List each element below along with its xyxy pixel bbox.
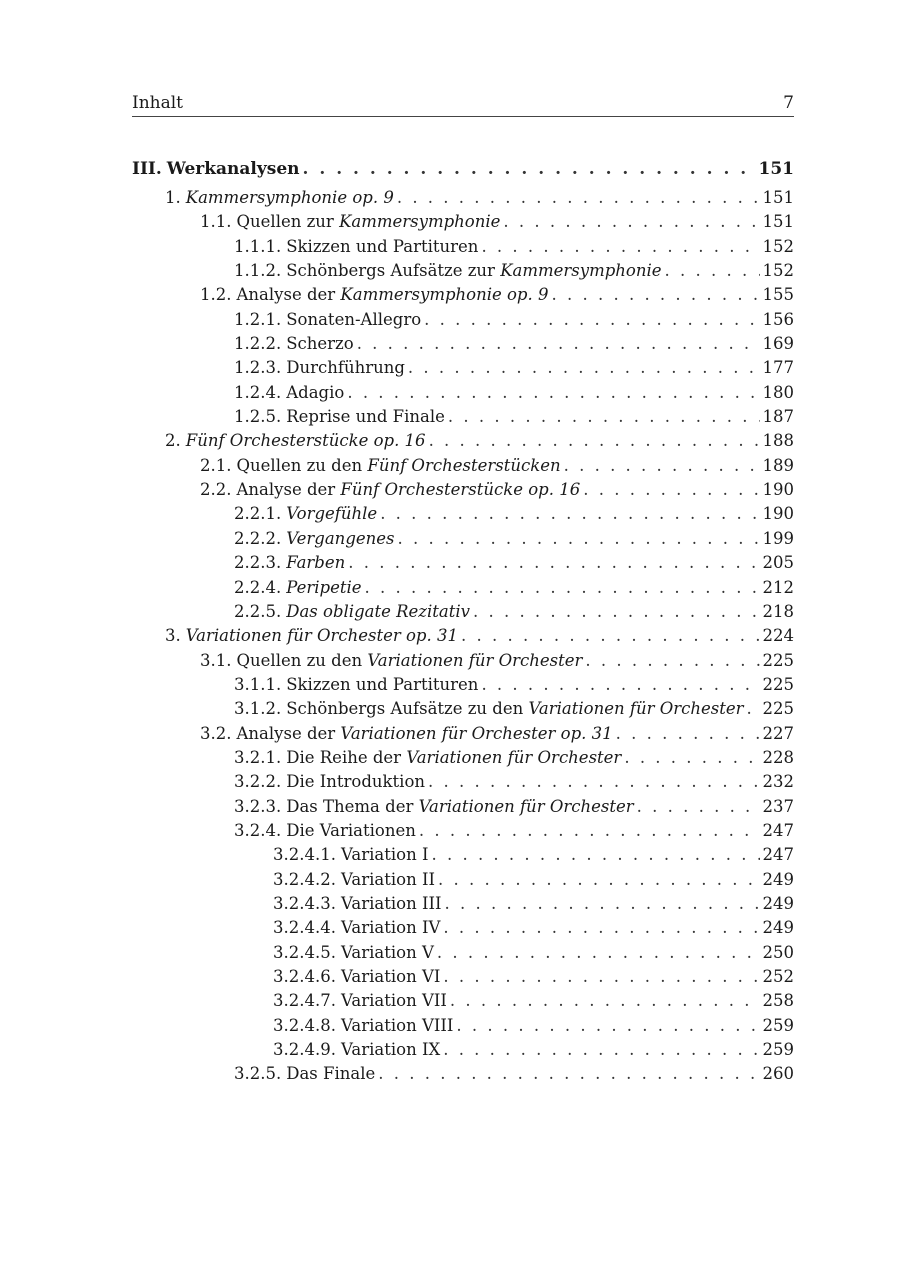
toc-title-text: Variation V (340, 942, 434, 962)
toc-leader-dots (437, 943, 760, 962)
toc-title-text: Variation IV (340, 918, 441, 938)
toc-entry-page: 151 (762, 212, 794, 232)
toc-title-italic: Vorgefühle (286, 504, 378, 524)
toc-entry-title (286, 578, 361, 597)
toc-entry[interactable] (132, 578, 794, 602)
toc-title-italic: Vergangenes (286, 528, 395, 548)
toc-title-italic: Variationen für Orchester op. 31 (185, 626, 458, 646)
toc-entry-title (167, 159, 300, 179)
toc-entry-page: 232 (762, 772, 794, 792)
toc-entry[interactable] (132, 237, 794, 261)
toc-entry-title (286, 675, 478, 694)
toc-entry-page: 212 (762, 577, 794, 597)
toc-title-italic: Variationen für Orchester (418, 796, 634, 816)
toc-entry-title (286, 821, 416, 840)
toc-title-text: Sonaten-Allegro (286, 309, 422, 329)
toc-entry-number: 2. (165, 431, 181, 451)
toc-entry-page: 225 (762, 650, 794, 670)
toc-entry-page: 205 (762, 553, 794, 573)
toc-entry[interactable] (132, 188, 794, 212)
toc-title-italic: Variationen für Orchester op. 31 (340, 723, 613, 743)
running-header (132, 92, 794, 117)
toc-leader-dots (428, 772, 759, 791)
toc-entry-page: 151 (758, 159, 794, 179)
toc-entry-page: 187 (762, 407, 794, 427)
toc-entry-title (237, 456, 561, 475)
toc-entry[interactable] (132, 797, 794, 821)
toc-entry-number: 1.2.3. (234, 358, 282, 378)
toc-title-italic: Kammersymphonie (339, 212, 501, 232)
toc-leader-dots (637, 797, 760, 816)
toc-entry-title (186, 188, 394, 207)
toc-title-text: Analyse der (236, 285, 341, 305)
toc-entry[interactable] (132, 1016, 794, 1040)
toc-entry-page: 188 (762, 431, 794, 451)
toc-entry-number: 3.2.2. (234, 772, 282, 792)
toc-entry-page: 247 (762, 820, 794, 840)
toc-entry-title (237, 724, 613, 743)
toc-entry-title (286, 310, 421, 329)
toc-title-text: Analyse der (236, 480, 341, 500)
toc-entry-title (286, 237, 478, 256)
toc-leader-dots (450, 991, 760, 1010)
toc-entry-title (286, 602, 470, 621)
toc-title-text: Variation III (340, 893, 442, 913)
toc-leader-dots (408, 358, 760, 377)
toc-entry[interactable] (132, 1040, 794, 1064)
toc-leader-dots (357, 334, 760, 353)
toc-entry[interactable] (132, 967, 794, 991)
toc-entry-page: 237 (762, 796, 794, 816)
toc-title-text: Analyse der (236, 723, 341, 743)
toc-entry-page: 190 (762, 504, 794, 524)
toc-entry-number: 2.2. (200, 480, 232, 500)
toc-entry-page: 218 (762, 601, 794, 621)
header-title: Inhalt (132, 93, 184, 113)
header-page-number: 7 (783, 93, 794, 113)
toc-title-italic: Variationen für Orchester (367, 650, 583, 670)
toc-entry-number: 3.2.4.5. (273, 942, 336, 962)
toc-entry[interactable] (132, 699, 794, 723)
toc-entry-number: 3.1.1. (234, 674, 282, 694)
toc-title-text: Reprise und Finale (286, 407, 445, 427)
toc-entry-title (341, 967, 440, 986)
toc-entry-title (286, 748, 621, 767)
toc-title-text: Variation VI (340, 967, 441, 986)
toc-title-italic: Fünf Orchesterstücke op. 16 (340, 480, 581, 500)
toc-title-text: Quellen zu den (236, 455, 368, 475)
toc-entry-number: 3.2.4.3. (273, 893, 336, 913)
toc-entry-page: 152 (762, 261, 794, 281)
toc-entry-title (186, 431, 426, 450)
toc-entry-page: 249 (762, 869, 794, 889)
toc-leader-dots (443, 967, 759, 986)
toc-title-text: Variation II (340, 869, 435, 889)
toc-entry-title (286, 772, 425, 791)
toc-entry-page: 252 (762, 967, 794, 986)
toc-entry[interactable] (132, 626, 794, 650)
toc-title-text: Durchführung (286, 358, 405, 378)
toc-title-italic: Variationen für Orchester (406, 747, 622, 767)
toc-leader-dots (443, 918, 759, 937)
toc-title-text: Scherzo (286, 334, 354, 354)
toc-leader-dots (398, 529, 760, 548)
toc-entry-title (341, 894, 442, 913)
toc-leader-dots (443, 1040, 759, 1059)
toc-entry[interactable] (132, 748, 794, 772)
toc-title-text: Das Thema der (286, 796, 419, 816)
toc-entry[interactable] (132, 456, 794, 480)
toc-title-text: Variation I (340, 845, 429, 865)
toc-leader-dots (747, 699, 760, 718)
toc-title-italic: Das obligate Rezitativ (286, 601, 470, 621)
toc-entry-number: 2.1. (200, 455, 232, 475)
toc-entry[interactable] (132, 334, 794, 358)
toc-entry-number: 2.2.2. (234, 528, 282, 548)
toc-title-text: Schönbergs Aufsätze zu den (286, 699, 529, 719)
toc-leader-dots (429, 431, 760, 450)
toc-entry[interactable] (132, 431, 794, 455)
toc-entry-title (237, 212, 501, 231)
toc-entry-number: 3.2.4.7. (273, 991, 336, 1011)
toc-leader-dots (552, 285, 760, 304)
toc-entry[interactable] (132, 212, 794, 236)
toc-entry-number: 3.1.2. (234, 699, 282, 719)
toc-leader-dots (348, 553, 759, 572)
toc-entry-page: 177 (762, 358, 794, 378)
toc-leader-dots (564, 456, 760, 475)
toc-leader-dots (397, 188, 760, 207)
toc-entry-number: 2.2.5. (234, 601, 282, 621)
toc-entry[interactable] (132, 724, 794, 748)
toc-leader-dots (481, 675, 759, 694)
toc-entry-number: 3.2.3. (234, 796, 282, 816)
toc-leader-dots (419, 821, 760, 840)
toc-entry-number: 2.2.1. (234, 504, 282, 524)
toc-entry-number: 3.2.4.6. (273, 967, 336, 986)
toc-entry-title (286, 383, 344, 402)
toc-entry-number: 3.2. (200, 723, 232, 743)
toc-entry-title (286, 1064, 375, 1083)
toc-entry-number: 3. (165, 626, 181, 646)
toc-entry-number: 3.2.5. (234, 1064, 282, 1084)
toc-leader-dots (456, 1016, 759, 1035)
toc-entry[interactable] (132, 943, 794, 967)
toc-entry-title (341, 1016, 453, 1035)
toc-entry-page: 180 (762, 382, 794, 402)
toc-entry-number: 2.2.4. (234, 577, 282, 597)
toc-title-text: Variation VIII (340, 1015, 454, 1035)
toc-title-text: Variation VII (340, 991, 447, 1011)
toc-leader-dots (438, 870, 760, 889)
toc-leader-dots (624, 748, 759, 767)
toc-entry-page: 156 (762, 309, 794, 329)
toc-leader-dots (424, 310, 759, 329)
toc-entry[interactable] (132, 772, 794, 796)
toc-title-text: Skizzen und Partituren (286, 236, 479, 256)
toc-entry-title (341, 1040, 440, 1059)
toc-title-italic: Kammersymphonie (500, 261, 662, 281)
toc-entry[interactable] (132, 870, 794, 894)
toc-leader-dots (616, 724, 760, 743)
toc-entry[interactable] (132, 480, 794, 504)
toc-entry-title (237, 285, 549, 304)
toc-entry[interactable] (132, 285, 794, 309)
toc-title-italic: Kammersymphonie op. 9 (185, 188, 394, 207)
toc-title-text: Die Variationen (286, 820, 416, 840)
toc-entry-page: 228 (762, 747, 794, 767)
toc-entry-title (237, 480, 581, 499)
toc-entry-title (286, 407, 445, 426)
toc-title-text: Werkanalysen (166, 159, 300, 179)
toc-entry-title (341, 943, 434, 962)
toc-entry-page: 199 (762, 528, 794, 548)
toc-entry-title (341, 845, 428, 864)
toc-entry-page: 260 (762, 1064, 794, 1084)
toc-leader-dots (585, 651, 759, 670)
toc-entry-number: 2.2.3. (234, 553, 282, 573)
toc-leader-dots (503, 212, 759, 231)
toc-entry-title (286, 529, 394, 548)
toc-entry-number: 1.1. (200, 212, 232, 232)
toc-title-text: Adagio (286, 382, 345, 402)
toc-entry-page: 249 (762, 918, 794, 938)
toc-entry-page: 224 (762, 626, 794, 646)
toc-entry-page: 225 (762, 674, 794, 694)
toc-entry-title (237, 651, 583, 670)
toc-leader-dots (378, 1064, 759, 1083)
toc-entry-page: 190 (762, 480, 794, 500)
toc-entry-title (286, 797, 633, 816)
toc-entry[interactable] (132, 1064, 794, 1088)
toc-title-text: Skizzen und Partituren (286, 674, 479, 694)
toc-title-italic: Farben (286, 553, 346, 573)
toc-entry-number: 3.2.4.2. (273, 869, 336, 889)
toc-leader-dots (380, 504, 759, 523)
toc-entry-page: 258 (762, 991, 794, 1011)
toc-entry-number: 1.2.5. (234, 407, 282, 427)
toc-entry[interactable] (132, 310, 794, 334)
toc-entry-title (341, 991, 447, 1010)
toc-entry-number: 3.2.1. (234, 747, 282, 767)
toc-entry-number: 1.2.2. (234, 334, 282, 354)
toc-leader-dots (481, 237, 759, 256)
toc-title-italic: Fünf Orchesterstücke op. 16 (185, 431, 426, 451)
toc-entry-title (286, 699, 743, 718)
toc-entry-title (286, 504, 377, 523)
toc-leader-dots (583, 480, 759, 499)
toc-entry[interactable] (132, 894, 794, 918)
toc-entry[interactable] (132, 553, 794, 577)
toc-entry-page: 225 (762, 699, 794, 719)
toc-title-italic: Kammersymphonie op. 9 (340, 285, 549, 305)
toc-title-text: Die Reihe der (286, 747, 407, 767)
toc-entry-title (286, 261, 661, 280)
toc-entry[interactable] (132, 407, 794, 431)
toc-entry-title (186, 626, 458, 645)
toc-title-text: Das Finale (286, 1064, 376, 1084)
toc-entry-number: 1.2. (200, 285, 232, 305)
toc-leader-dots (303, 159, 756, 179)
toc-entry-page: 155 (762, 285, 794, 305)
toc-entry[interactable] (132, 159, 794, 188)
toc-entry-number: 3.2.4.8. (273, 1015, 336, 1035)
toc-entry-page: 189 (762, 455, 794, 475)
toc-entry[interactable] (132, 504, 794, 528)
toc-entry-page: 169 (762, 334, 794, 354)
toc-entry-title (286, 358, 405, 377)
toc-entry[interactable] (132, 383, 794, 407)
toc-entry[interactable] (132, 675, 794, 699)
toc-entry-title (341, 870, 435, 889)
toc-title-italic: Variationen für Orchester (528, 699, 744, 719)
toc-leader-dots (473, 602, 760, 621)
toc-entry[interactable] (132, 261, 794, 285)
toc-entry-page: 151 (762, 188, 794, 207)
toc-title-text: Variation IX (340, 1040, 441, 1060)
toc-entry[interactable] (132, 651, 794, 675)
toc-entry-number: 3.2.4.1. (273, 845, 336, 865)
toc-title-italic: Peripetie (286, 577, 362, 597)
toc-title-italic: Fünf Orchesterstücken (367, 455, 561, 475)
toc-entry[interactable] (132, 529, 794, 553)
toc-entry-page: 250 (762, 942, 794, 962)
toc-entry[interactable] (132, 358, 794, 382)
toc-title-text: Die Introduktion (286, 772, 426, 792)
toc-leader-dots (365, 578, 760, 597)
toc-entry-number: 3.1. (200, 650, 232, 670)
toc-entry-page: 227 (762, 723, 794, 743)
toc-title-text: Quellen zur (236, 212, 340, 232)
toc-entry-number: 3.2.4. (234, 820, 282, 840)
toc-title-text: Schönbergs Aufsätze zur (286, 261, 501, 281)
toc-title-text: Quellen zu den (236, 650, 368, 670)
toc-entry-number: III. (132, 159, 162, 179)
toc-entry-number: 1.2.1. (234, 309, 282, 329)
toc-entry[interactable] (132, 991, 794, 1015)
toc-entry-page: 259 (762, 1015, 794, 1035)
toc-entry-number: 1.1.1. (234, 236, 282, 256)
toc-entry[interactable] (132, 918, 794, 942)
toc-entry-title (341, 918, 440, 937)
toc-leader-dots (448, 407, 760, 426)
toc-entry[interactable] (132, 821, 794, 845)
toc-entry-number: 3.2.4.4. (273, 918, 336, 938)
toc-entry[interactable] (132, 845, 794, 869)
toc-entry[interactable] (132, 602, 794, 626)
toc-entry-number: 3.2.4.9. (273, 1040, 336, 1060)
toc-leader-dots (347, 383, 759, 402)
toc-entry-page: 152 (762, 236, 794, 256)
toc-leader-dots (431, 845, 759, 864)
toc-entry-number: 1.2.4. (234, 382, 282, 402)
toc-entry-page: 259 (762, 1040, 794, 1060)
table-of-contents (132, 159, 794, 1089)
toc-leader-dots (461, 626, 760, 645)
toc-entry-title (286, 553, 345, 572)
toc-entry-number: 1. (165, 188, 181, 207)
toc-entry-title (286, 334, 353, 353)
toc-entry-page: 247 (762, 845, 794, 865)
toc-leader-dots (665, 261, 760, 280)
toc-entry-number: 1.1.2. (234, 261, 282, 281)
toc-leader-dots (445, 894, 760, 913)
toc-entry-page: 249 (762, 893, 794, 913)
